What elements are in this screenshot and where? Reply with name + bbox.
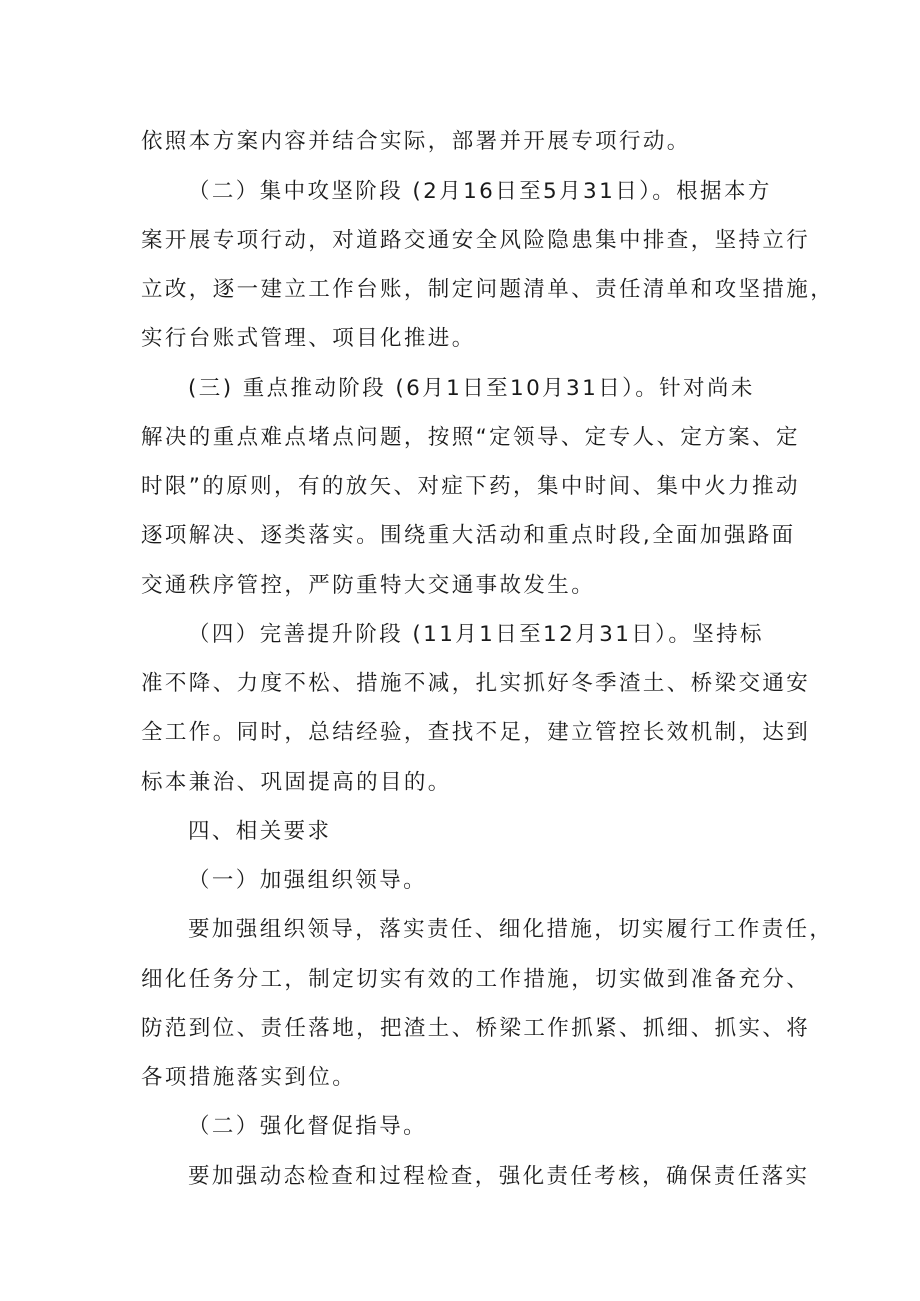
text-line: 标本兼治、巩固提高的目的。 — [141, 770, 452, 795]
text-line: 各项措施落实到位。 — [141, 1065, 357, 1090]
text-line: （四）完善提升阶段 (11月1日至12月31日）。坚持标 — [188, 622, 764, 647]
text-line: 准不降、力度不松、措施不减，扎实抓好冬季渣土、桥梁交通安 — [141, 671, 811, 696]
text-line: 案开展专项行动，对道路交通安全风险隐患集中排查，坚持立行 — [141, 228, 811, 253]
text-line: 逐项解决、逐类落实。围绕重大活动和重点时段,全面加强路面 — [141, 523, 796, 548]
text-line: 解决的重点难点堵点问题，按照“定领导、定专人、定方案、定 — [141, 425, 800, 450]
text-line: 要加强组织领导，落实责任、细化措施，切实履行工作责任， — [188, 917, 834, 942]
text-line: 时限”的原则，有的放矢、对症下药，集中时间、集中火力推动 — [141, 474, 800, 499]
subsection-heading: （一）加强组织领导。 — [188, 868, 428, 893]
text-line: 全工作。同时，总结经验，查找不足，建立管控长效机制，达到 — [141, 720, 811, 745]
text-line: 要加强动态检查和过程检查，强化责任考核，确保责任落实 — [188, 1164, 810, 1189]
text-line: 防范到位、责任落地，把渣土、桥梁工作抓紧、抓细、抓实、将 — [141, 1016, 811, 1041]
text-line: 细化任务分工，制定切实有效的工作措施，切实做到准备充分、 — [141, 967, 811, 992]
section-heading: 四、相关要求 — [188, 819, 332, 844]
text-line: （二）集中攻坚阶段 (2月16日至5月31日）。根据本方 — [188, 179, 772, 204]
subsection-heading: （二）强化督促指导。 — [188, 1114, 428, 1139]
text-line: 立改，逐一建立工作台账，制定问题清单、责任清单和攻坚措施， — [141, 277, 835, 302]
text-line: 实行台账式管理、项目化推进。 — [141, 326, 476, 351]
text-line: (三) 重点推动阶段 (6月1日至10月31日）。针对尚未 — [188, 376, 755, 401]
text-line: 交通秩序管控，严防重特大交通事故发生。 — [141, 573, 596, 598]
text-line: 依照本方案内容并结合实际，部署并开展专项行动。 — [141, 129, 691, 154]
